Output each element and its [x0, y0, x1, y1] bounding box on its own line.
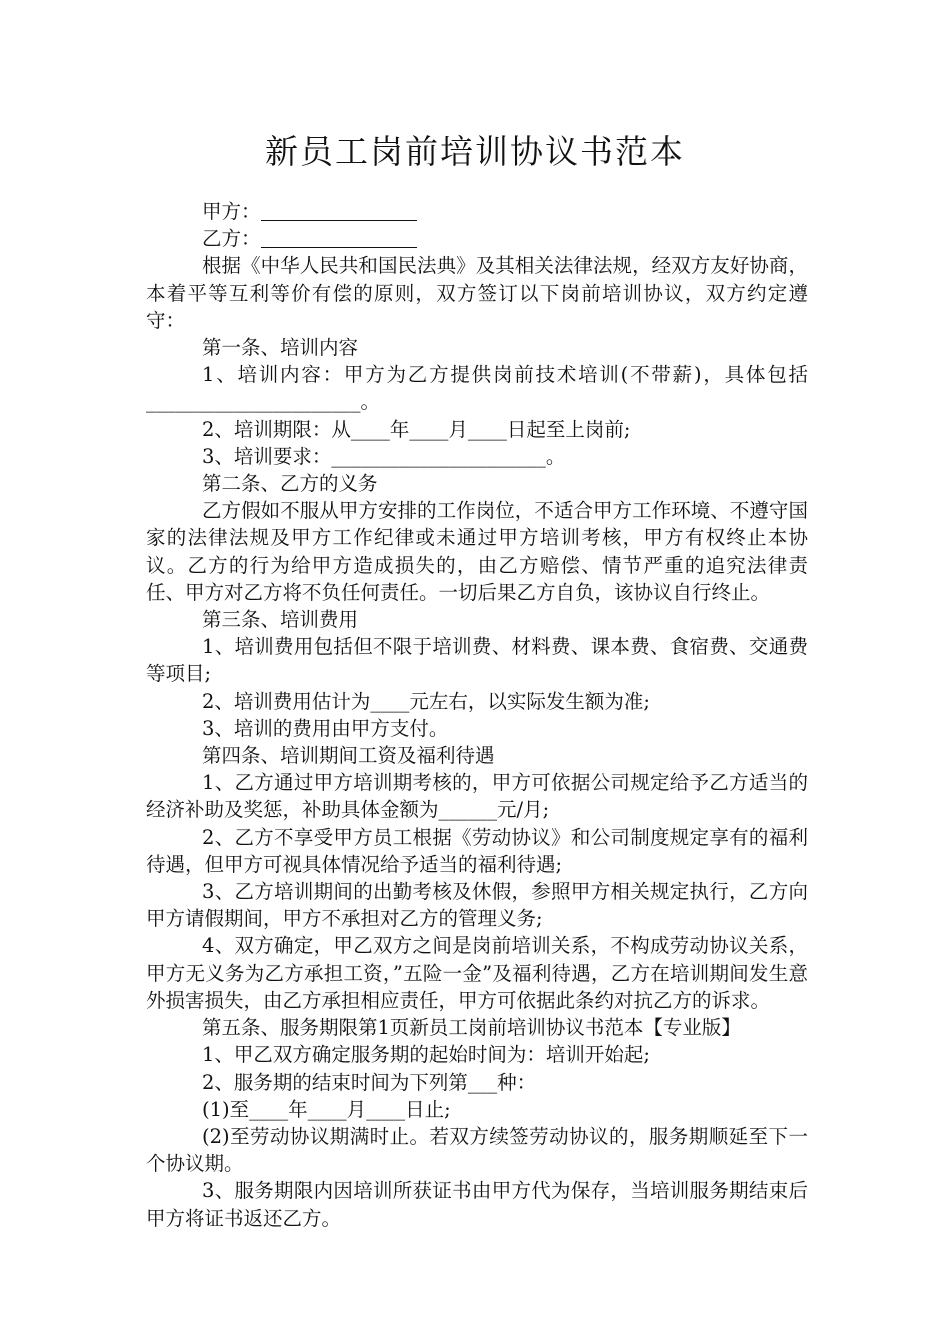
clause: (2)至劳动协议期满时止。若双方续签劳动协议的，服务期顺延至下一个协议期。 [146, 1124, 808, 1176]
clause: (1)至____年____月____日止; [202, 1097, 451, 1121]
clause: 2、乙方不享受甲方员工根据《劳动协议》和公司制度规定享有的福利待遇，但甲方可视具体情况给予适当的福利待遇; [146, 825, 808, 876]
article-heading: 第一条、培训内容 [202, 336, 359, 360]
article-heading: 第五条、服务期限第1页新员工岗前培训协议书范本【专业版】 [202, 1016, 741, 1040]
article-heading: 第四条、培训期间工资及福利待遇 [202, 744, 495, 768]
party-a-blank [261, 200, 417, 221]
clause: 4、双方确定，甲乙双方之间是岗前培训关系，不构成劳动协议关系，甲方无义务为乙方承担工资，”五险一金”及福利待遇，乙方在培训期间发生意外损害损失，由乙方承担相应责任，甲方可依据此条约对抗乙方的诉求。 [146, 934, 808, 1012]
clause: 2、培训费用估计为____元左右，以实际发生额为准; [202, 689, 650, 713]
clause: 3、服务期限内因培训所获证书由甲方代为保存，当培训服务期结束后甲方将证书返还乙方。 [146, 1179, 808, 1230]
document-body [146, 198, 808, 1232]
article-heading: 第二条、乙方的义务 [202, 472, 378, 496]
clause: 1、培训内容：甲方为乙方提供岗前技术培训(不带薪)，具体包括______________________。 [146, 363, 808, 414]
clause: 1、乙方通过甲方培训期考核的，甲方可依据公司规定给予乙方适当的经济补助及奖惩，补助具体金额为______元/月; [146, 771, 808, 822]
article-heading: 第三条、培训费用 [202, 608, 359, 632]
preamble: 根据《中华人民共和国民法典》及其相关法律法规，经双方友好协商，本着平等互利等价有偿的原则，双方签订以下岗前培训协议，双方约定遵守： [146, 254, 808, 332]
clause: 1、甲乙双方确定服务期的起始时间为：培训开始起; [202, 1043, 650, 1067]
party-b-line [146, 225, 808, 252]
party-a-line [146, 198, 808, 225]
clause: 2、培训期限：从____年____月____日起至上岗前; [202, 417, 631, 441]
party-b-blank [261, 227, 417, 248]
document-title: 新员工岗前培训协议书范本 [265, 132, 685, 171]
clause: 3、培训的费用由甲方支付。 [202, 716, 449, 740]
clause: 2、服务期的结束时间为下列第___种： [202, 1070, 537, 1094]
party-b-label: 乙方： [202, 227, 261, 251]
party-a-label: 甲方： [202, 200, 261, 223]
clause: 1、培训费用包括但不限于培训费、材料费、课本费、食宿费、交通费等项目; [146, 635, 808, 686]
clause: 3、培训要求：______________________。 [202, 444, 566, 468]
clause: 3、乙方培训期间的出勤考核及休假，参照甲方相关规定执行，乙方向甲方请假期间，甲方不承担对乙方的管理义务; [146, 880, 808, 931]
clause: 乙方假如不服从甲方安排的工作岗位，不适合甲方工作环境、不遵守国家的法律法规及甲方工作纪律或未通过甲方培训考核，甲方有权终止本协议。乙方的行为给甲方造成损失的，由乙方赔偿、情节严重的追究法律责任、甲方对乙方将不负任何责任。一切后果乙方自负，该协议自行终止。 [146, 499, 808, 604]
